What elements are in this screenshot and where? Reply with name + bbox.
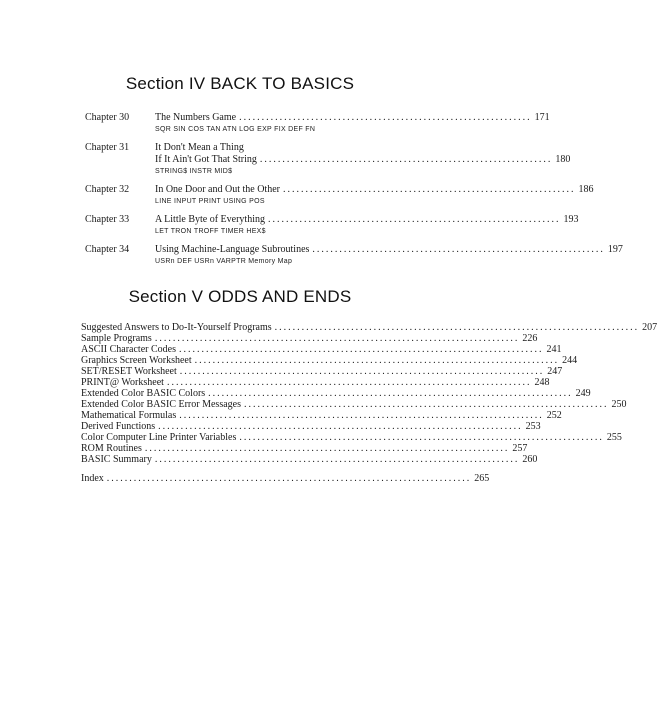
toc-entry <box>81 322 657 333</box>
page-number: 244 <box>562 355 578 366</box>
dot-leader: ................................................................. <box>259 154 553 165</box>
chapter-item <box>85 244 623 268</box>
page-number: 197 <box>607 244 623 255</box>
chapter-label: Chapter 34 <box>85 244 130 255</box>
section-4-title: Section IV BACK TO BASICS <box>125 74 355 93</box>
index-entry <box>81 473 490 484</box>
page-number: 249 <box>575 388 591 399</box>
dot-leader: ................................................................................. <box>208 388 573 399</box>
page-number: 255 <box>606 432 622 443</box>
chapter-label: Chapter 31 <box>85 142 130 153</box>
page-number: 250 <box>611 399 627 410</box>
chapter-title: The Numbers Game <box>155 112 237 123</box>
toc-entry <box>81 443 528 454</box>
page-number: 257 <box>512 443 528 454</box>
toc-entry <box>81 421 541 432</box>
page-number: 193 <box>563 214 579 225</box>
toc-entry <box>81 454 538 465</box>
section-5-title: Section V ODDS AND ENDS <box>128 287 352 306</box>
entry-title: ASCII Character Codes <box>81 344 176 355</box>
chapter-title: It Don't Mean a Thing <box>155 142 244 153</box>
chapter-title: If It Ain't Got That String <box>155 154 257 165</box>
entry-title: ROM Routines <box>81 443 142 454</box>
toc-entry <box>81 432 622 443</box>
chapter-keywords: USRn DEF USRn VARPTR Memory Map <box>155 258 293 265</box>
toc-entry <box>81 399 627 410</box>
dot-leader: ................................................................................. <box>166 377 532 388</box>
dot-leader: ................................................................................. <box>179 410 544 421</box>
page-number: 180 <box>555 154 571 165</box>
dot-leader: ................................................................................. <box>158 421 523 432</box>
chapter-item <box>85 112 550 136</box>
page-number: 252 <box>546 410 562 421</box>
dot-leader: ................................................................................. <box>239 432 604 443</box>
dot-leader: ................................................................................. <box>194 355 560 366</box>
toc-entry <box>81 333 538 344</box>
page-number: 186 <box>578 184 594 195</box>
dot-leader: ................................................................................. <box>243 399 609 410</box>
dot-leader: ................................................................................. <box>179 366 545 377</box>
chapter-keywords: STRING$ INSTR MID$ <box>155 168 233 175</box>
page-number: 265 <box>474 473 490 484</box>
entry-title: Graphics Screen Worksheet <box>81 355 192 366</box>
entry-title: Index <box>81 473 104 484</box>
dot-leader: ................................................................................. <box>106 473 472 484</box>
entry-title: Suggested Answers to Do-It-Yourself Programs <box>81 322 272 333</box>
entry-title: Color Computer Line Printer Variables <box>81 432 237 443</box>
page-number: 248 <box>534 377 550 388</box>
dot-leader: ................................................................. <box>267 214 561 225</box>
chapter-title-line <box>155 184 593 196</box>
dot-leader: ................................................................................. <box>144 443 510 454</box>
page-number: 171 <box>534 112 550 123</box>
chapter-keywords: LINE INPUT PRINT USING POS <box>155 198 265 205</box>
dot-leader: ................................................................................. <box>154 454 520 465</box>
chapter-item <box>85 142 571 178</box>
toc-entry <box>81 410 562 421</box>
page-number: 241 <box>546 344 562 355</box>
dot-leader: ................................................................. <box>239 112 532 123</box>
dot-leader: ................................................................................. <box>154 333 520 344</box>
section-5-entry-list <box>81 322 657 484</box>
dot-leader: ................................................................. <box>312 244 605 255</box>
entry-title: BASIC Summary <box>81 454 152 465</box>
chapter-title-line <box>155 154 570 166</box>
toc-entry <box>81 344 562 355</box>
chapter-label: Chapter 32 <box>85 184 130 195</box>
chapter-title-line <box>155 244 623 256</box>
entry-title: SET/RESET Worksheet <box>81 366 177 377</box>
chapter-keywords: LET TRON TROFF TIMER HEX$ <box>155 228 266 235</box>
entry-title: Sample Programs <box>81 333 152 344</box>
page-number: 253 <box>525 421 541 432</box>
chapter-label: Chapter 30 <box>85 112 130 123</box>
chapter-title-line <box>155 112 550 124</box>
chapter-title: Using Machine-Language Subroutines <box>155 244 310 255</box>
entry-title: Mathematical Formulas <box>81 410 177 421</box>
chapter-item <box>85 214 579 238</box>
dot-leader: ................................................................................. <box>178 344 544 355</box>
entry-title: Derived Functions <box>81 421 156 432</box>
toc-entry <box>81 377 550 388</box>
chapter-item <box>85 184 594 208</box>
page-number: 207 <box>642 322 657 333</box>
toc-entry <box>81 366 563 377</box>
entry-title: Extended Color BASIC Error Messages <box>81 399 241 410</box>
dot-leader: ................................................................. <box>282 184 576 195</box>
toc-entry <box>81 388 591 399</box>
page-number: 260 <box>522 454 538 465</box>
entry-title: PRINT@ Worksheet <box>81 377 164 388</box>
page-number: 226 <box>522 333 538 344</box>
entry-title: Extended Color BASIC Colors <box>81 388 206 399</box>
page-number: 247 <box>547 366 563 377</box>
chapter-title-line <box>155 142 570 154</box>
section-4-chapter-list <box>85 112 623 274</box>
chapter-title: In One Door and Out the Other <box>155 184 280 195</box>
chapter-title-line <box>155 214 578 226</box>
chapter-title: A Little Byte of Everything <box>155 214 265 225</box>
toc-entry <box>81 355 578 366</box>
chapter-label: Chapter 33 <box>85 214 130 225</box>
dot-leader: ................................................................................. <box>274 322 640 333</box>
chapter-keywords: SQR SIN COS TAN ATN LOG EXP FIX DEF FN <box>155 126 316 133</box>
